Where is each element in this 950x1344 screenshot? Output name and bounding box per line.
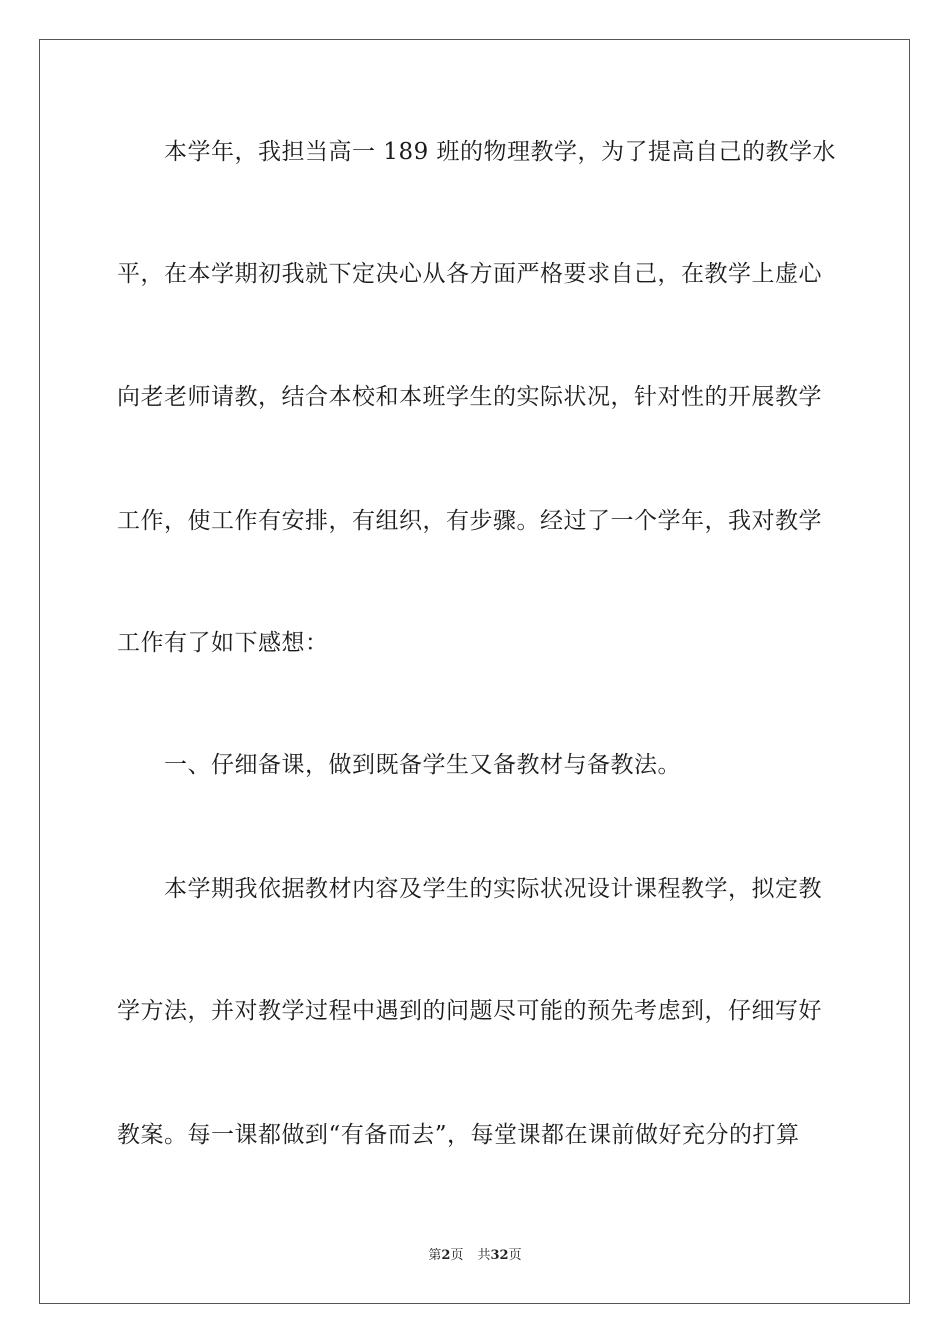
footer-total-prefix: 共: [477, 1248, 491, 1263]
paragraph-line-1: 本学年，我担当高一 189 班的物理教学，为了提高自己的教学水: [164, 139, 837, 165]
footer-page-prefix: 第: [428, 1248, 442, 1263]
paragraph-line-3: 向老老师请教，结合本校和本班学生的实际状况，针对性的开展教学: [117, 384, 822, 410]
paragraph-line-8: 教案。每一课都做到“有备而去”，每堂课都在课前做好充分的打算: [117, 1122, 800, 1148]
page-border: [39, 39, 910, 1304]
footer-total-suffix: 页: [508, 1248, 522, 1263]
footer-page-number: 2: [441, 1248, 451, 1263]
page-footer: [0, 1248, 950, 1264]
paragraph-line-4: 工作，使工作有安排，有组织，有步骤。经过了一个学年，我对教学: [117, 508, 822, 534]
paragraph-line-2: 平，在本学期初我就下定决心从各方面严格要求自己，在教学上虚心: [117, 261, 822, 287]
section-heading: 一、仔细备课，做到既备学生又备教材与备教法。: [164, 752, 681, 778]
footer-total-pages: 32: [490, 1248, 509, 1263]
footer-page-suffix: 页: [450, 1248, 464, 1263]
paragraph-line-7: 学方法，并对教学过程中遇到的问题尽可能的预先考虑到，仔细写好: [117, 998, 822, 1024]
paragraph-line-5: 工作有了如下感想：: [117, 630, 329, 656]
paragraph-line-6: 本学期我依据教材内容及学生的实际状况设计课程教学，拟定教: [164, 876, 822, 902]
